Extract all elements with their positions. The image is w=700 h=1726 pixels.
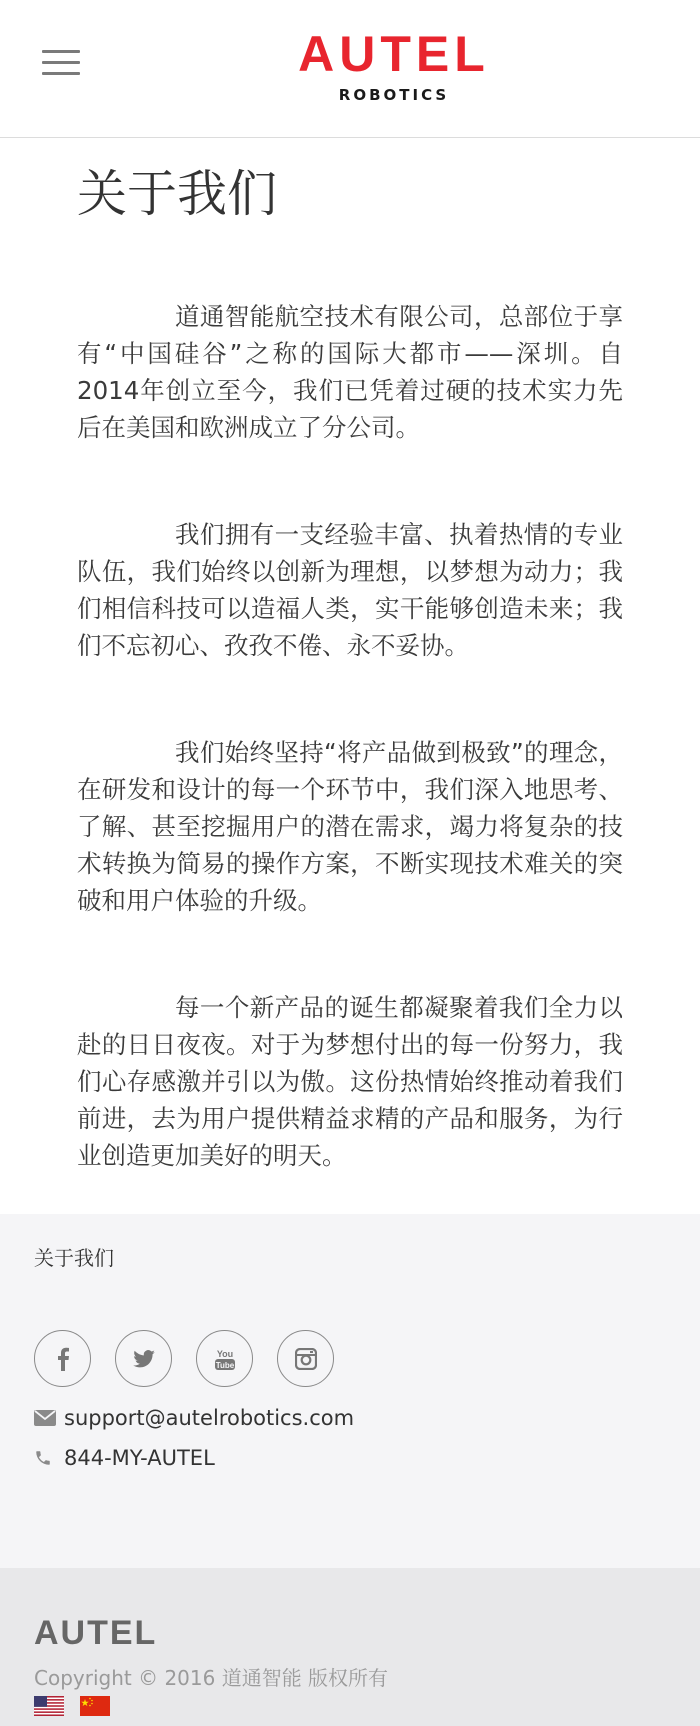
svg-text:Tube: Tube [215,1360,234,1370]
instagram-icon[interactable] [277,1330,334,1387]
contact-email[interactable] [34,1406,354,1430]
autel-robotics-logo[interactable] [296,28,492,104]
hamburger-menu-icon[interactable] [42,50,80,78]
phone-icon [34,1449,64,1467]
paragraph-1: 道通智能航空技术有限公司，总部位于享有“中国硅谷”之称的国际大都市——深圳。自2014年创立至今，我们已凭着过硬的技术实力先后在美国和欧洲成立了分公司。 [77,302,623,442]
page-title: 关于我们 [77,165,277,223]
footer-info [0,1214,700,1568]
china-flag-icon[interactable] [80,1696,110,1716]
main-content [0,138,700,1214]
footer-about-link[interactable]: 关于我们 [34,1246,114,1270]
header [0,0,700,138]
youtube-icon[interactable] [196,1330,253,1387]
us-flag-icon[interactable] [34,1696,64,1716]
copyright-text: Copyright © 2016 道通智能 版权所有 [34,1666,389,1690]
paragraph-4: 每一个新产品的诞生都凝聚着我们全力以赴的日日夜夜。对于为梦想付出的每一份努力，我们心存感激并引以为傲。这份热情始终推动着我们前进，去为用户提供精益求精的产品和服务，为行业创造更加美好的明天。 [77,993,623,1170]
paragraph-3: 我们始终坚持“将产品做到极致”的理念，在研发和设计的每一个环节中，我们深入地思考、了解、甚至挖掘用户的潜在需求，竭力将复杂的技术转换为简易的操作方案，不断实现技术难关的突破和用户体验的升级。 [77,738,623,915]
logo-sub-text: ROBOTICS [338,86,450,104]
facebook-icon[interactable] [34,1330,91,1387]
language-switcher [34,1696,110,1716]
logo-main-text: AUTEL [298,26,490,82]
paragraph-2: 我们拥有一支经验丰富、执着热情的专业队伍，我们始终以创新为理想，以梦想为动力；我们相信科技可以造福人类，实干能够创造未来；我们不忘初心、孜孜不倦、永不妥协。 [77,520,623,660]
footer-bottom [0,1568,700,1726]
twitter-icon[interactable] [115,1330,172,1387]
phone-text: 844-MY-AUTEL [64,1446,215,1470]
svg-text:You: You [216,1348,233,1359]
email-text: support@autelrobotics.com [64,1406,355,1430]
envelope-icon [34,1410,64,1426]
social-links [34,1330,334,1387]
contact-phone[interactable] [34,1446,215,1470]
footer-logo[interactable]: AUTEL [34,1614,158,1652]
